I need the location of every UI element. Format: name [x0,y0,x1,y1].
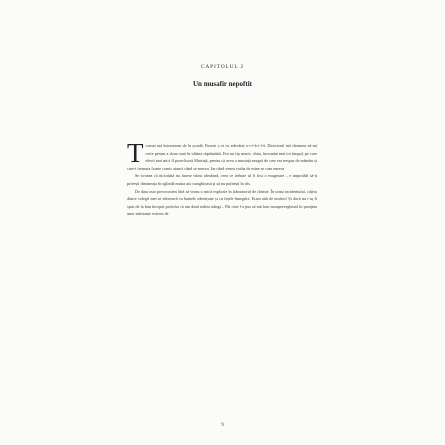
paragraph-3: De data asta provocasem fără să vreau o mică explozie în laboratorul de chimie. În urma incidentului, câțiva dintre colegii mei se aleseseră cu hainele zdrențuite și cu fețele înnegrite. Eram atât de nostim! Și dacă nu i-aș fi spus de la bun început profului că am două mâini stângi... Păi cine l-a pus să mă lase nesupravegheată în preajma unor substanțe extrem de [127,188,317,217]
paragraph-1 [127,138,317,172]
chapter-label: CAPITOLUL 2 [200,64,245,70]
chapter-title: Un musafir nepoftit [193,80,252,88]
paragraph-1-text: ocmai mă întorsesem de la școală. Fusese o zi cu adevărat o-r-i-b-i-l-ă. Directorul mă chemase să-mi certe pentru a doua oară în ultima săptămână. Era un tip masiv, chiar, încruntat mai tot timpul, pe care elevii mai mici îl porecliseră Mustață, pentru că avea o mustață neagră de care era nespus de mândru și care-i tremura foarte comic atunci când se enerva. Iar când venea vorba de mine se cam enerva. [127,143,317,171]
paragraph-2: Se zvonea că niciodată nu fusese văzut zâmbind, ceea ce trebuie să fi fost o exagerare – e imposibil să-ți privești dimineața în oglindă mutra aia caraghioasă și să nu pufnești în râs. [127,173,317,186]
chapter-body [127,138,317,218]
page-number: 9 [221,423,224,428]
drop-cap: T [127,138,144,168]
